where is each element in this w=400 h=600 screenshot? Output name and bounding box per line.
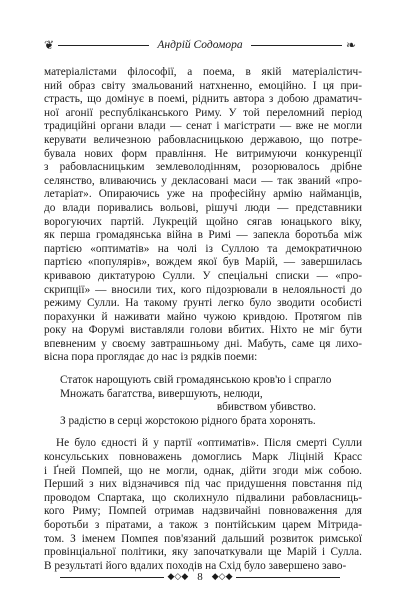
text-line: ворогуючих партій. Лукрецій щойно сягав юнацького віку, <box>44 215 362 228</box>
text-line: як перша громадянська війна в Римі — запекла боротьба між <box>44 229 362 242</box>
text-line: проводом Спартака, що сколихнуло підвалини рабовласниць- <box>44 491 362 504</box>
header-title: Андрій Содомора <box>157 39 243 51</box>
text-line: партією «популярів», вождем якої був Марій, — завершилась <box>44 256 362 269</box>
text-line: Не було єдності й у партії «оптиматів». Після смерті Сулли <box>56 437 362 450</box>
text-line: скрипції» — вносили тих, кого підозрювали в нелояльності до <box>44 283 362 296</box>
text-line: летаріат». Опираючись уже на професійну армію найманців, <box>44 188 362 201</box>
verse-line: Множать багатства, вивершують, нелюди, <box>60 387 263 400</box>
text-line: консульських повноважень домоглись Марк Ліціній Красс <box>44 451 362 464</box>
text-line: порахунки й наживати майно чужою кривдою. Протягом пів <box>44 310 362 323</box>
text-line: року на Форумі виставляли голови вбитих. Ніхто не міг бути <box>44 324 362 337</box>
header-rule-right <box>251 45 342 46</box>
text-line: провінціальної політики, яку започаткували ще Марій і Сулла. <box>44 546 362 559</box>
verse-line: Статок нарощують свій громадянською кров'ю і спрагло <box>60 374 332 387</box>
text-line: режиму Сулли. На такому ґрунті легко було зводити особисті <box>44 297 362 310</box>
verse-line: вбивством убивство. <box>216 401 316 414</box>
header-rule-left <box>58 45 149 46</box>
page-footer <box>60 570 340 584</box>
text-line: традиційні органи влади — сенат і магістрати — вже не могли <box>44 120 362 133</box>
text-line: партією «оптиматів» на чолі із Суллою та демократичною <box>44 242 362 255</box>
ornament-right-icon: ❧ <box>345 38 356 52</box>
text-line: Перший з них відзначився під час придушення повстання під <box>44 478 362 491</box>
verse-line: З радістю в серці жорстокою рідного брата хоронять. <box>60 414 316 427</box>
verse-quote <box>60 374 362 428</box>
page-number: 8 <box>197 571 203 583</box>
text-line: том. З іменем Помпея пов'язаний дальший розвиток римської <box>44 532 362 545</box>
text-line: до влади поривались вольові, рішучі люди — представники <box>44 201 362 214</box>
footer-rule-right <box>236 577 340 578</box>
text-line: страсть, що домінує в поемі, ріднить автора з добою драматич- <box>44 93 362 106</box>
page-body <box>44 66 362 573</box>
text-line: впевненим у своєму завтрашньому дні. Мабуть, саме ця лихо- <box>44 337 362 350</box>
text-line: кривавою диктатурою Сулли. У спеціальні списки — «про- <box>44 269 362 282</box>
text-line: боротьби з піратами, а також з понтійським царем Мітрида- <box>44 519 362 531</box>
footer-ornament-right-icon: ◆◇◆ <box>211 572 233 582</box>
text-line: ний образ світу змальований натхненно, емоційно. І ця при- <box>44 79 362 92</box>
text-line: вісна пора проглядає до нас із рядків поеми: <box>44 351 258 364</box>
running-header <box>40 36 360 54</box>
text-line: кого Риму; Помпей отримав надзвичайні повноваження для <box>44 505 362 518</box>
text-line: і Ґней Помпей, що не могли, однак, дійти згоди між собою. <box>44 464 362 477</box>
text-line: В результаті його вдалих походів на Схід було завершено заво- <box>44 559 347 572</box>
paragraph-2 <box>44 437 362 573</box>
text-line: матеріалістами філософії, а поема, в якій матеріалістич- <box>44 66 362 78</box>
footer-rule-left <box>60 577 164 578</box>
text-line: керувати величезною рабовласницькою державою, що потре- <box>44 133 362 146</box>
text-line: селянство, вливаючись у декласовані маси — так званий «про- <box>44 174 362 187</box>
text-line: ної агонії республіканського Риму. У той переломний період <box>44 106 362 119</box>
ornament-left-icon: ❦ <box>44 38 55 52</box>
paragraph-1 <box>44 66 362 365</box>
text-line: бувала нових форм правління. Не витримуючи конкуренції <box>44 147 362 160</box>
text-line: з рабовласницьким землеволодінням, розорювалось дрібне <box>44 161 362 174</box>
footer-ornament-left-icon: ◆◇◆ <box>167 572 189 582</box>
